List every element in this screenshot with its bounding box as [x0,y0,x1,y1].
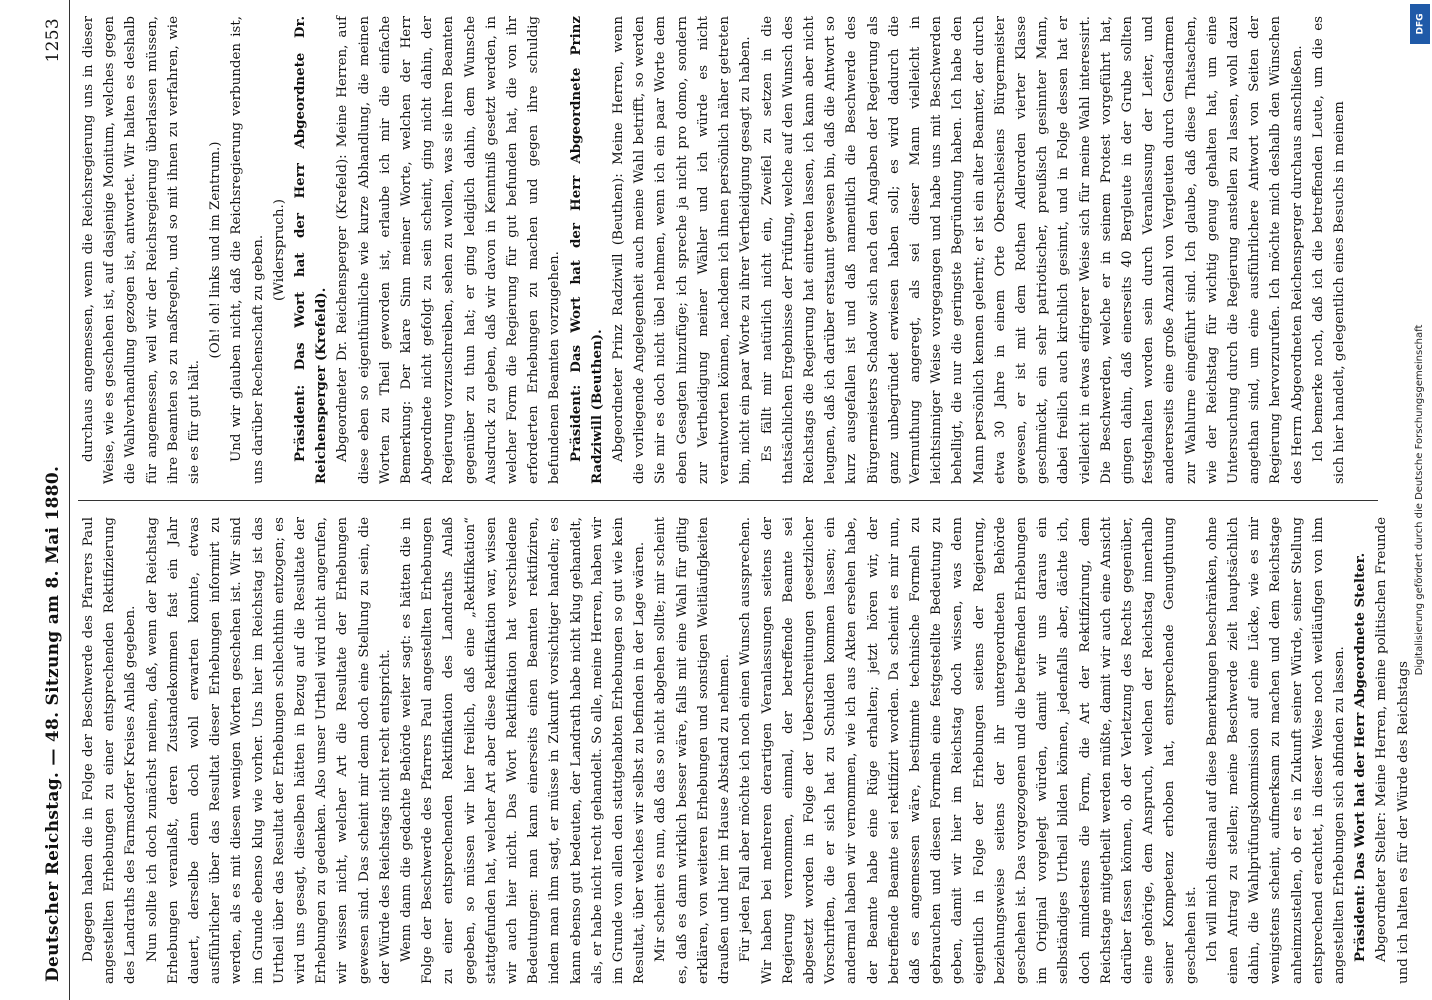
page-number: 1253 [43,18,63,63]
paragraph: Abgeordneter Dr. Reichensperger (Krefeld): Meine Herren, auf diese eben so eigenthümliche wie kurze Abhandlung, die meinen Worten zu Theil geworden ist, erlaube ich mir die einfache Bemerkung: Der klare Sinn meiner Worte, welchen der Herr Abgeordnete nicht gefolgt zu sein scheint, ging nicht dahin, der Regierung vorzuschreiben, sehen zu wollen, was sie ihren Beamten gegenüber zu thun hat; er ging lediglich dahin, dem Wunsche Ausdruck zu geben, daß wir davon in Kenntniß gesetzt werden, in welcher Form die Regierung für gut befunden hat, die von ihr erforderten Erhebungen zu machen und gegen ihre schuldig befundenen Beamten vorzugehen. [335,16,563,484]
paragraph: Nun sollte ich doch zunächst meinen, daß, wenn der Reichstag Erhebungen veranlaßt, deren Zustandekommen fast ein Jahr dauert, derselbe denn doch wohl erwarten konnte, etwas ausführlicher über das Resultat dieser Erhebungen informirt zu werden, als es mit diesen wenigen Worten geschehen ist. Wir sind im Grunde ebenso klug wie vorher. Uns hier im Reichstag ist das Urtheil über das Resultat der Erhebungen schlechthin entzogen; es wird uns gesagt, dieselben hätten in Bezug auf die Resultate der Erhebungen zu gedenken. Also unser Urtheil wird nicht angerufen, wir wissen nicht, welcher Art die Resultate der Erhebungen gewesen sind. Das scheint mir denn doch eine Stellung zu sein, die der Würde des Reichstags nicht recht entspricht. [144,517,393,984]
paragraph: Abgeordneter Prinz Radziwill (Beuthen): Meine Herren, wenn die vorliegende Angelegenheit auch meine Wahl betrifft, so werden Sie mir es doch nicht übel nehmen, wenn ich ein paar Worte dem eben Gesagten hinzufüge; ich spreche ja nicht pro domo, sondern zur Vertheidigung meiner Wähler und ich würde es nicht verantworten können, nachdem ich ihnen persönlich näher getreten bin, nicht ein paar Worte zu ihrer Vertheidigung gesagt zu haben. [611,16,754,484]
text-columns [78,0,1411,1000]
digitization-credit [1408,0,1432,1000]
interjection: (Oh! oh! links und im Zentrum.) [208,141,224,359]
page-header [0,0,70,1000]
paragraph: Ich will mich diesmal auf diese Bemerkungen beschränken, ohne einen Antrag zu stellen; meine Beschwerde zielt hauptsächlich dahin, die Wahlprüfungskommission auf eine Lücke, wie es mir wenigstens scheint, aufmerksam zu machen und dem Reichstage anheimzustellen, ob er es in Zukunft seiner Würde, seiner Stellung entsprechend erachtet, in dieser Weise noch weitläufigen von ihm angestellten Erhebungen sich abfinden zu lassen. [1204,517,1347,984]
paragraph: Es fällt mir natürlich nicht ein, Zweifel zu setzen in die thatsächlichen Ergebnisse der Prüfung, welche auf den Wunsch des Reichstags die Regierung hat eintreten lassen, ich kann aber nicht leugnen, daß ich darüber erstaunt gewesen bin, daß die Antwort so kurz ausgefallen ist und daß namentlich die Beschwerde des Bürgermeisters Schadow sich nach den Angaben der Regierung als ganz unbegründet erwiesen haben soll; es wird dadurch die Vermuthung angeregt, als sei dieser Mann vielleicht in leichtsinniger Weise vorgegangen und habe uns mit Beschwerden behelligt, die nur die geringste Begründung haben. Ich habe den Mann persönlich kennen gelernt; er ist ein alter Beamter, der durch etwa 30 Jahre in einem Orte Oberschlesiens Bürgermeister gewesen, er ist mit dem Rothen Adlerorden vierter Klasse geschmückt, ein sehr patriotischer, preußisch gesinnter Mann, dabei freilich auch kirchlich gesinnt, und in Folge dessen hat er vielleicht in etwas eifrigerer Weise sich für meine Wahl interessirt. Die Beschwerden, welche er in seinem Protest vorgeführt hat, gingen dahin, daß einerseits 40 Bergleute in der Grube sollten festgehalten worden sein durch Veranlassung der Leiter, und andererseits eine große Anzahl von Vergleuten durch Gensdarmen zur Wahlurne eingeführt sind. Ich glaube, daß diese Thatsachen, wie der Reichstag für wichtig genug gehalten hat, um eine Untersuchung durch die Regierung anstellen zu lassen, wohl dazu angethan sind, um eine ausführlichere Antwort von Seiten der Regierung hervorzurufen. Ich möchte mich deshalb den Wünschen des Herrn Abgeordneten Reichensperger durchaus anschließen. [759,16,1305,484]
speaker-line: Präsident: Das Wort hat der Herr Abgeordnete Prinz Radziwill (Beuthen). [567,16,605,484]
paragraph: durchaus angemessen, wenn die Reichsregierung uns in dieser Weise, wie es geschehen ist, auf dasjenige Monitum, welches gegen die Wahlverhandlung gezogen ist, antwortet. Wir halten es deshalb für angemessen, weil wir der Reichsregierung überlassen müssen, ihre Beamten so zu maßregeln, und so mit ihnen zu verfahren, wie sie es für gut hält. [81,16,203,484]
paragraph: Wenn dann die gedachte Behörde weiter sagt: es hätten die in Folge der Beschwerde des Pfarrers Paul angestellten Erhebungen zu einer entsprechenden Rektifikation des Landraths Anlaß gegeben, so müssen wir hier freilich, daß eine „Rektifikation“ stattgefunden hat, welcher Art aber diese Rektifikation war, wissen wir auch hier nicht. Das Wort Rektifikation hat verschiedene Bedeutungen: man kann einerseits einen Beamten rektifiziren, indem man ihm sagt, er müsse in Zukunft vorsichtiger handeln; es kann ebenso gut bedeuten, der Landrath habe nicht klug gehandelt, als, er habe nicht recht gehandelt. So alle, meine Herren, haben wir im Grunde von allen den stattgehabten Erhebungen so gut wie kein Resultat, über welches wir selbst zu befinden in der Lage wären. [399,517,648,984]
credit-text: Digitalisierung gefördert durch die Deutsche Forschungsgemeinschaft [1414,324,1425,676]
dfg-logo-text: DFG [1415,13,1426,35]
page-title: Deutscher Reichstag. — 48. Sitzung am 8. Mai 1880. [43,465,63,982]
left-column [78,500,1411,1000]
speaker-line: Präsident: Das Wort hat der Herr Abgeordnete Dr. Reichensperger (Krefeld). [292,16,330,484]
interjection: (Widerspruch.) [271,199,287,302]
paragraph: Und wir glauben nicht, daß die Reichsregierung verbunden ist, uns darüber Rechenschaft zu geben. [229,16,266,484]
paragraph: Ich bemerke noch, daß ich die betreffenden Leute, um die es sich hier handelt, gelegentlich eines Besuchs in meinem [1310,16,1347,484]
paragraph: Für jeden Fall aber möchte ich noch einen Wunsch aussprechen. Wir haben bei mehreren derartigen Veranlassungen seitens der Regierung vernommen, einmal, der betreffende Beamte sei abgesetzt worden in Folge der Ueberschreitungen gesetzlicher Vorschriften, die er sich hat zu Schulden kommen lassen; ein andermal haben wir vernommen, wie ich aus Akten ersehen habe, der Beamte habe eine Rüge erhalten; jetzt hören wir, der betreffende Beamte sei rektifizirt worden. Da scheint es mir nun, daß es angemessen wäre, bestimmte technische Formeln zu gebrauchen und diesen Formeln eine festgestellte Bedeutung zu geben, damit wir hier im Reichstag doch wissen, was denn eigentlich in Folge der Erhebungen seitens der Regierung, beziehungsweise seitens der ihr untergeordneten Behörde geschehen ist. Das vorgezogenen und die betreffenden Erhebungen im Original vorgelegt würden, damit wir uns daraus ein selbständiges Urtheil bilden können, jedenfalls aber, dächte ich, doch mindestens die Form, die Art der Rektifizirung, dem Reichstage mitgetheilt werden müßte, damit wir auch eine Ansicht darüber fassen können, ob der Verletzung des Rechts gegenüber, eine gehörige, dem Anspruch, welchen der Reichstag innerhalb seiner Kompetenz erhoben hat, entsprechende Genugthuung geschehen ist. [738,517,1199,984]
paragraph: Abgeordneter Stelter: Meine Herren, meine politischen Freunde und ich halten es für der Würde des Reichstags [1374,517,1411,984]
paragraph: Dagegen haben die in Folge der Beschwerde des Pfarrers Paul angestellten Erhebungen zu einer entsprechenden Rektifizierung des Landraths des Farmsdorfer Kreises Anlaß gegeben. [81,517,139,984]
speaker-line: Präsident: Das Wort hat der Herr Abgeordnete Stelter. [1352,552,1369,962]
paragraph: Mir scheint es nun, daß das so nicht abgehen sollte; mir scheint es, daß es dann wirklich besser wäre, falls mit eine Wahl für giltig erklären, von weiteren Erhebungen und sonstigen Weitläufigkeiten draußen und hier im Hause Abstand zu nehmen. [653,517,733,984]
right-column [78,0,1378,500]
